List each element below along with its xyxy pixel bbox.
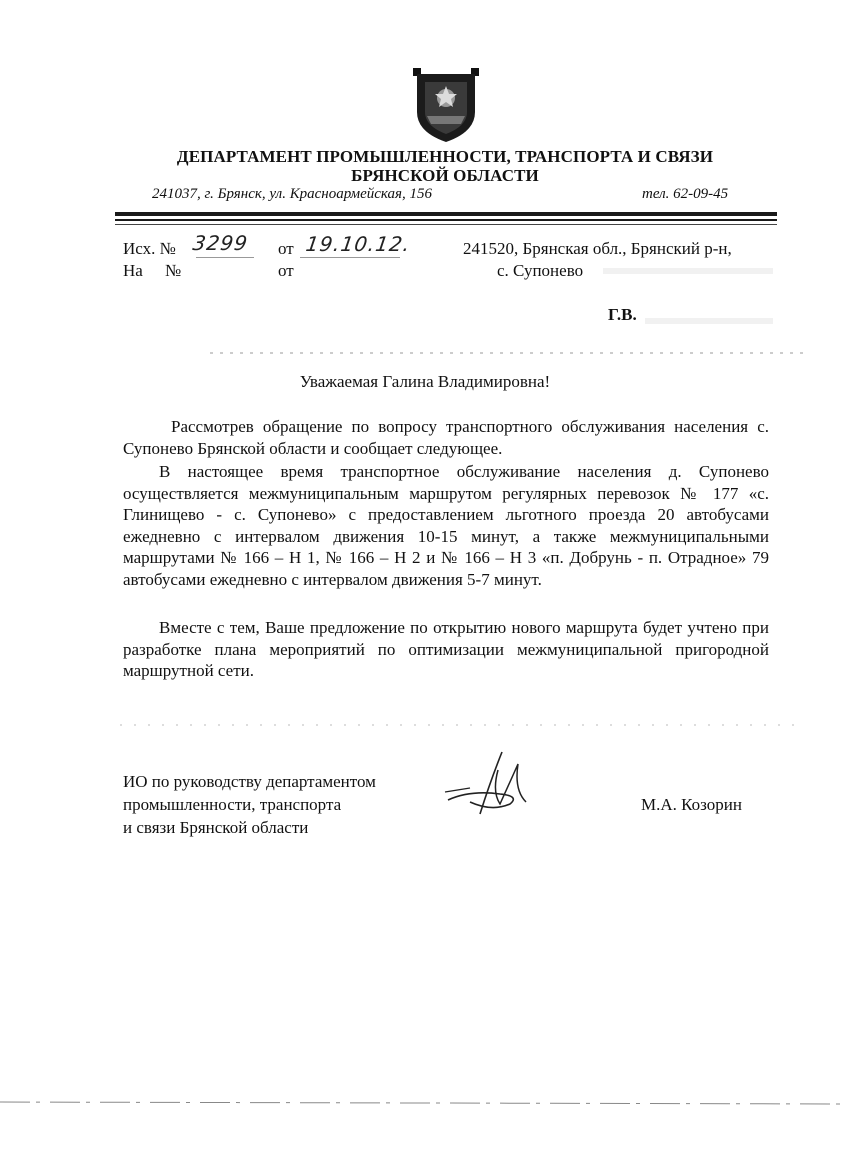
outgoing-number-handwritten: 3299 xyxy=(191,231,250,255)
scan-noise-line xyxy=(120,722,800,728)
outgoing-label: Исх. № xyxy=(123,239,176,258)
number-underline xyxy=(196,257,254,258)
org-phone: тел. 62-09-45 xyxy=(642,186,729,202)
incoming-number-label: № xyxy=(165,261,182,280)
scan-noise-line xyxy=(210,350,810,356)
org-address: 241037, г. Брянск, ул. Красноармейская, 156 xyxy=(152,186,433,202)
incoming-label: На xyxy=(123,261,143,280)
redaction-mark xyxy=(645,318,773,324)
signatory-title-line2: промышленности, транспорта xyxy=(123,795,342,814)
date-underline xyxy=(300,257,400,258)
org-name-line1: ДЕПАРТАМЕНТ ПРОМЫШЛЕННОСТИ, ТРАНСПОРТА И СВЯЗИ xyxy=(176,147,714,166)
header-rule-medium xyxy=(115,219,777,221)
outgoing-from-label: от xyxy=(278,239,294,258)
signatory-name: М.А. Козорин xyxy=(641,795,742,814)
salutation: Уважаемая Галина Владимировна! xyxy=(299,372,551,391)
incoming-from-label: от xyxy=(278,261,294,280)
handwritten-signature xyxy=(440,742,550,822)
redaction-mark xyxy=(603,268,773,274)
header-rule-thin xyxy=(115,224,777,225)
recipient-address-line1: 241520, Брянская обл., Брянский р-н, xyxy=(463,239,732,258)
header-rule-thick xyxy=(115,212,777,216)
outgoing-date-handwritten: 19.10.12. xyxy=(304,232,413,256)
body-paragraph-1: Рассмотрев обращение по вопросу транспортного обслуживания населения с. Супонево Брянской области и сообщает следующее. xyxy=(123,417,769,458)
scan-noise-line xyxy=(0,1100,850,1106)
recipient-address-line2: с. Супонево xyxy=(497,261,584,280)
signatory-title-line1: ИО по руководству департаментом xyxy=(123,772,376,791)
recipient-initials: Г.В. xyxy=(608,305,637,324)
coat-of-arms-icon xyxy=(413,68,479,144)
signatory-title-line3: и связи Брянской области xyxy=(123,818,309,837)
body-paragraph-3: Вместе с тем, Ваше предложение по открытию нового маршрута будет учтено при разработке плана мероприятий по оптимизации межмуниципальной пригородной маршрутной сети. xyxy=(123,618,769,680)
org-name-line2: БРЯНСКОЙ ОБЛАСТИ xyxy=(351,166,539,185)
body-paragraph-2: В настоящее время транспортное обслуживание населения д. Супонево осуществляется межмуниципальным маршрутом регулярных перевозок № 177 «с. Глинищево - с. Супонево» с предоставлением льготного проезда 20 автобусами ежедневно с интервалом движения 10-15 минут, а также межмуниципальными маршрутами № 166 – Н 1, № 166 – Н 2 и № 166 – Н 3 «п. Добрунь - п. Отрадное» 79 автобусами ежедневно с интервалом движения 5-7 минут. xyxy=(123,462,769,589)
